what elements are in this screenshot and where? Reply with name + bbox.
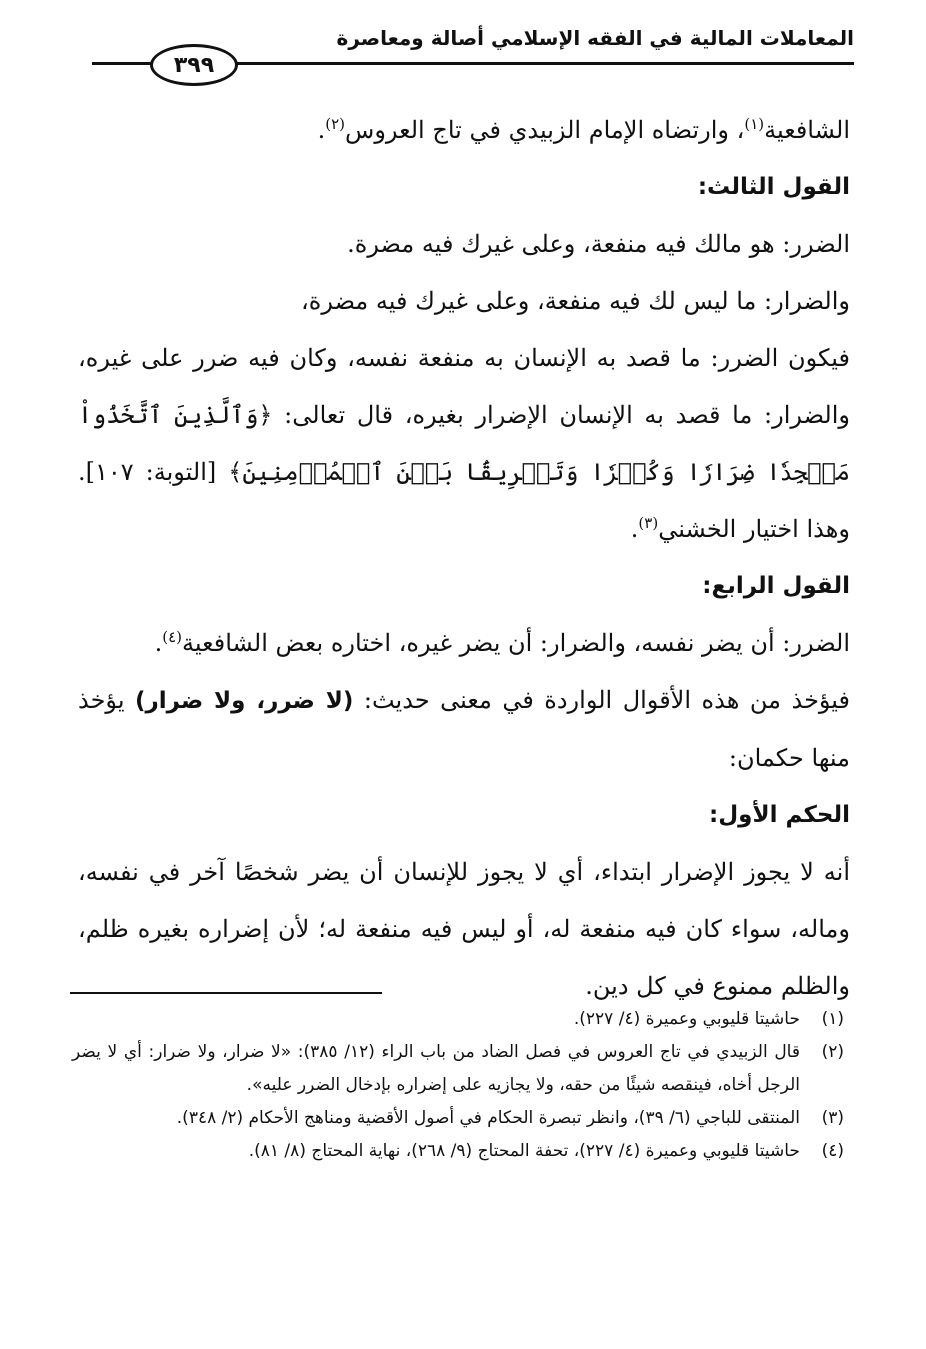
paragraph-6 <box>78 672 850 787</box>
paragraph-5 <box>78 615 850 672</box>
paragraph-1 <box>78 102 850 159</box>
footnotes <box>72 1003 844 1168</box>
running-title: المعاملات المالية في الفقه الإسلامي أصالة ومعاصرة <box>336 26 854 50</box>
verse-reference: [التوبة: ١٠٧]. وهذا اختيار الخشني <box>78 458 850 543</box>
section-heading-fourth: القول الرابع: <box>702 573 850 599</box>
footnote-text: المنتقى للباجي (٦/ ٣٩)، وانظر تبصرة الحكام في أصول الأقضية ومناهج الأحكام (٢/ ٣٤٨). <box>176 1108 800 1128</box>
footnote-number: (٢) <box>821 1042 844 1062</box>
footnote-4 <box>72 1135 844 1168</box>
footnote-3 <box>72 1102 844 1135</box>
section-heading-third: القول الثالث: <box>697 174 850 200</box>
hadith-quote: (لا ضرر، ولا ضرار) <box>135 688 354 714</box>
footnote-text: حاشيتا قليوبي وعميرة (٤/ ٢٢٧)، تحفة المحتاج (٩/ ٢٦٨)، نهاية المحتاج (٨/ ٨١). <box>248 1141 800 1161</box>
footnote-number: (١) <box>821 1009 844 1029</box>
text-run: . <box>317 116 326 144</box>
text-run: فيؤخذ من هذه الأقوال الواردة في معنى حديث: <box>353 686 851 714</box>
paragraph-4 <box>78 330 850 558</box>
footnote-number: (٤) <box>821 1141 844 1161</box>
text-run: . <box>630 515 639 543</box>
footnote-ref-3: (٣) <box>638 514 659 532</box>
quran-verse: ﴿وَٱلَّذِينَ ٱتَّخَذُواْ مَسۡجِدٗا ضِرَارٗا وَكُفۡرٗا وَتَفۡرِيقَۢا بَيۡنَ ٱلۡمُؤۡمِنِينَ﴾ <box>78 401 851 486</box>
main-text <box>78 102 850 1015</box>
text-run: الشافعية <box>764 116 850 144</box>
text-run: . <box>154 629 163 657</box>
footnote-2 <box>72 1036 844 1102</box>
footnote-rule <box>70 992 382 994</box>
footnote-ref-2: (٢) <box>325 115 346 133</box>
paragraph-3: والضرار: ما ليس لك فيه منفعة، وعلى غيرك فيه مضرة، <box>301 287 850 315</box>
section-heading-first-ruling: الحكم الأول: <box>709 802 850 828</box>
text-run: يؤخذ منها حكمان: <box>78 686 850 772</box>
footnote-text: قال الزبيدي في تاج العروس في فصل الضاد من باب الراء (١٢/ ٣٨٥): «لا ضرار، ولا ضرار: أي لا يضر الرجل أخاه، فينقصه شيئًا من حقه، ولا يجازيه على إضراره بإدخال الضرر عليه». <box>72 1042 800 1095</box>
text-run: ، وارتضاه الإمام الزبيدي في تاج العروس <box>345 116 745 144</box>
paragraph-7: أنه لا يجوز الإضرار ابتداء، أي لا يجوز للإنسان أن يضر شخصًا آخر في نفسه، وماله، سواء كان فيه منفعة له، أو ليس فيه منفعة له؛ لأن إضراره بغيره ظلم، والظلم ممنوع في كل دين. <box>78 858 850 1000</box>
footnote-1 <box>72 1003 844 1036</box>
text-run: فيكون الضرر: ما قصد به الإنسان به منفعة نفسه، وكان فيه ضرر على غيره، والضرار: ما قصد به الإنسان الإضرار بغيره، قال تعالى: <box>78 344 850 429</box>
footnote-ref-1: (١) <box>744 115 765 133</box>
footnote-ref-4: (٤) <box>162 628 183 646</box>
footnote-number: (٣) <box>821 1108 844 1128</box>
paragraph-2: الضرر: هو مالك فيه منفعة، وعلى غيرك فيه مضرة. <box>347 230 850 258</box>
page-number: ٣٩٩ <box>150 44 238 86</box>
footnote-text: حاشيتا قليوبي وعميرة (٤/ ٢٢٧). <box>573 1009 800 1029</box>
text-run: الضرر: أن يضر نفسه، والضرار: أن يضر غيره، اختاره بعض الشافعية <box>182 629 850 657</box>
